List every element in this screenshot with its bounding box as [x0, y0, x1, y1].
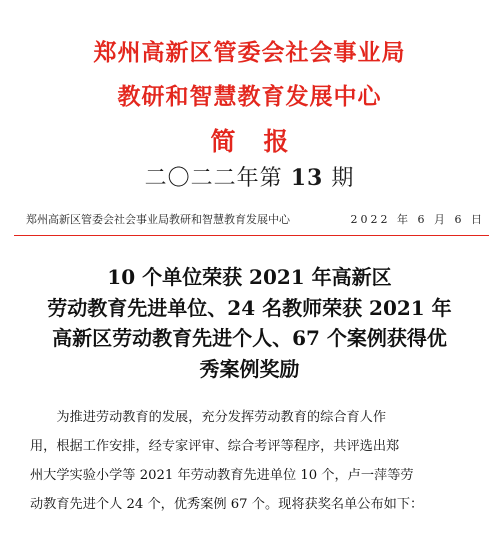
issue-number: 13	[290, 165, 324, 191]
body-line: 用，根据工作安排，经专家评审、综合考评等程序，共评选出郑	[30, 439, 400, 454]
article-title-line: 10 个单位荣获 2021 年高新区	[107, 265, 392, 289]
issue-suffix: 期	[331, 166, 355, 191]
article-title-line: 劳动教育先进单位、24 名教师荣获 2021 年	[47, 295, 452, 320]
article-title-line: 秀案例奖励	[199, 356, 300, 381]
doc-type-title: 简报	[210, 127, 317, 156]
issue-date: 2022 年 6 月 6 日	[350, 213, 485, 226]
article-title	[18, 262, 481, 384]
body-line: 为推进劳动教育的发展，充分发挥劳动教育的综合育人作	[30, 410, 387, 425]
article-body	[30, 403, 475, 519]
org-name-line1: 郑州高新区管委会社会事业局	[93, 39, 406, 66]
issue-number-line	[0, 161, 499, 192]
body-line: 州大学实验小学等 2021 年劳动教育先进单位 10 个，卢一萍等劳	[30, 468, 414, 483]
article-title-line: 高新区劳动教育先进个人、67 个案例获得优	[52, 326, 447, 350]
issuer-meta-line	[26, 211, 485, 227]
red-divider-line	[14, 235, 489, 236]
org-name-line2: 教研和智慧教育发展中心	[117, 83, 382, 110]
issue-prefix: 二〇二二年第	[144, 166, 283, 191]
issuer-name: 郑州高新区管委会社会事业局教研和智慧教育发展中心	[26, 213, 290, 226]
body-line: 动教育先进个人 24 个，优秀案例 67 个。现将获奖名单公布如下：	[30, 497, 424, 512]
